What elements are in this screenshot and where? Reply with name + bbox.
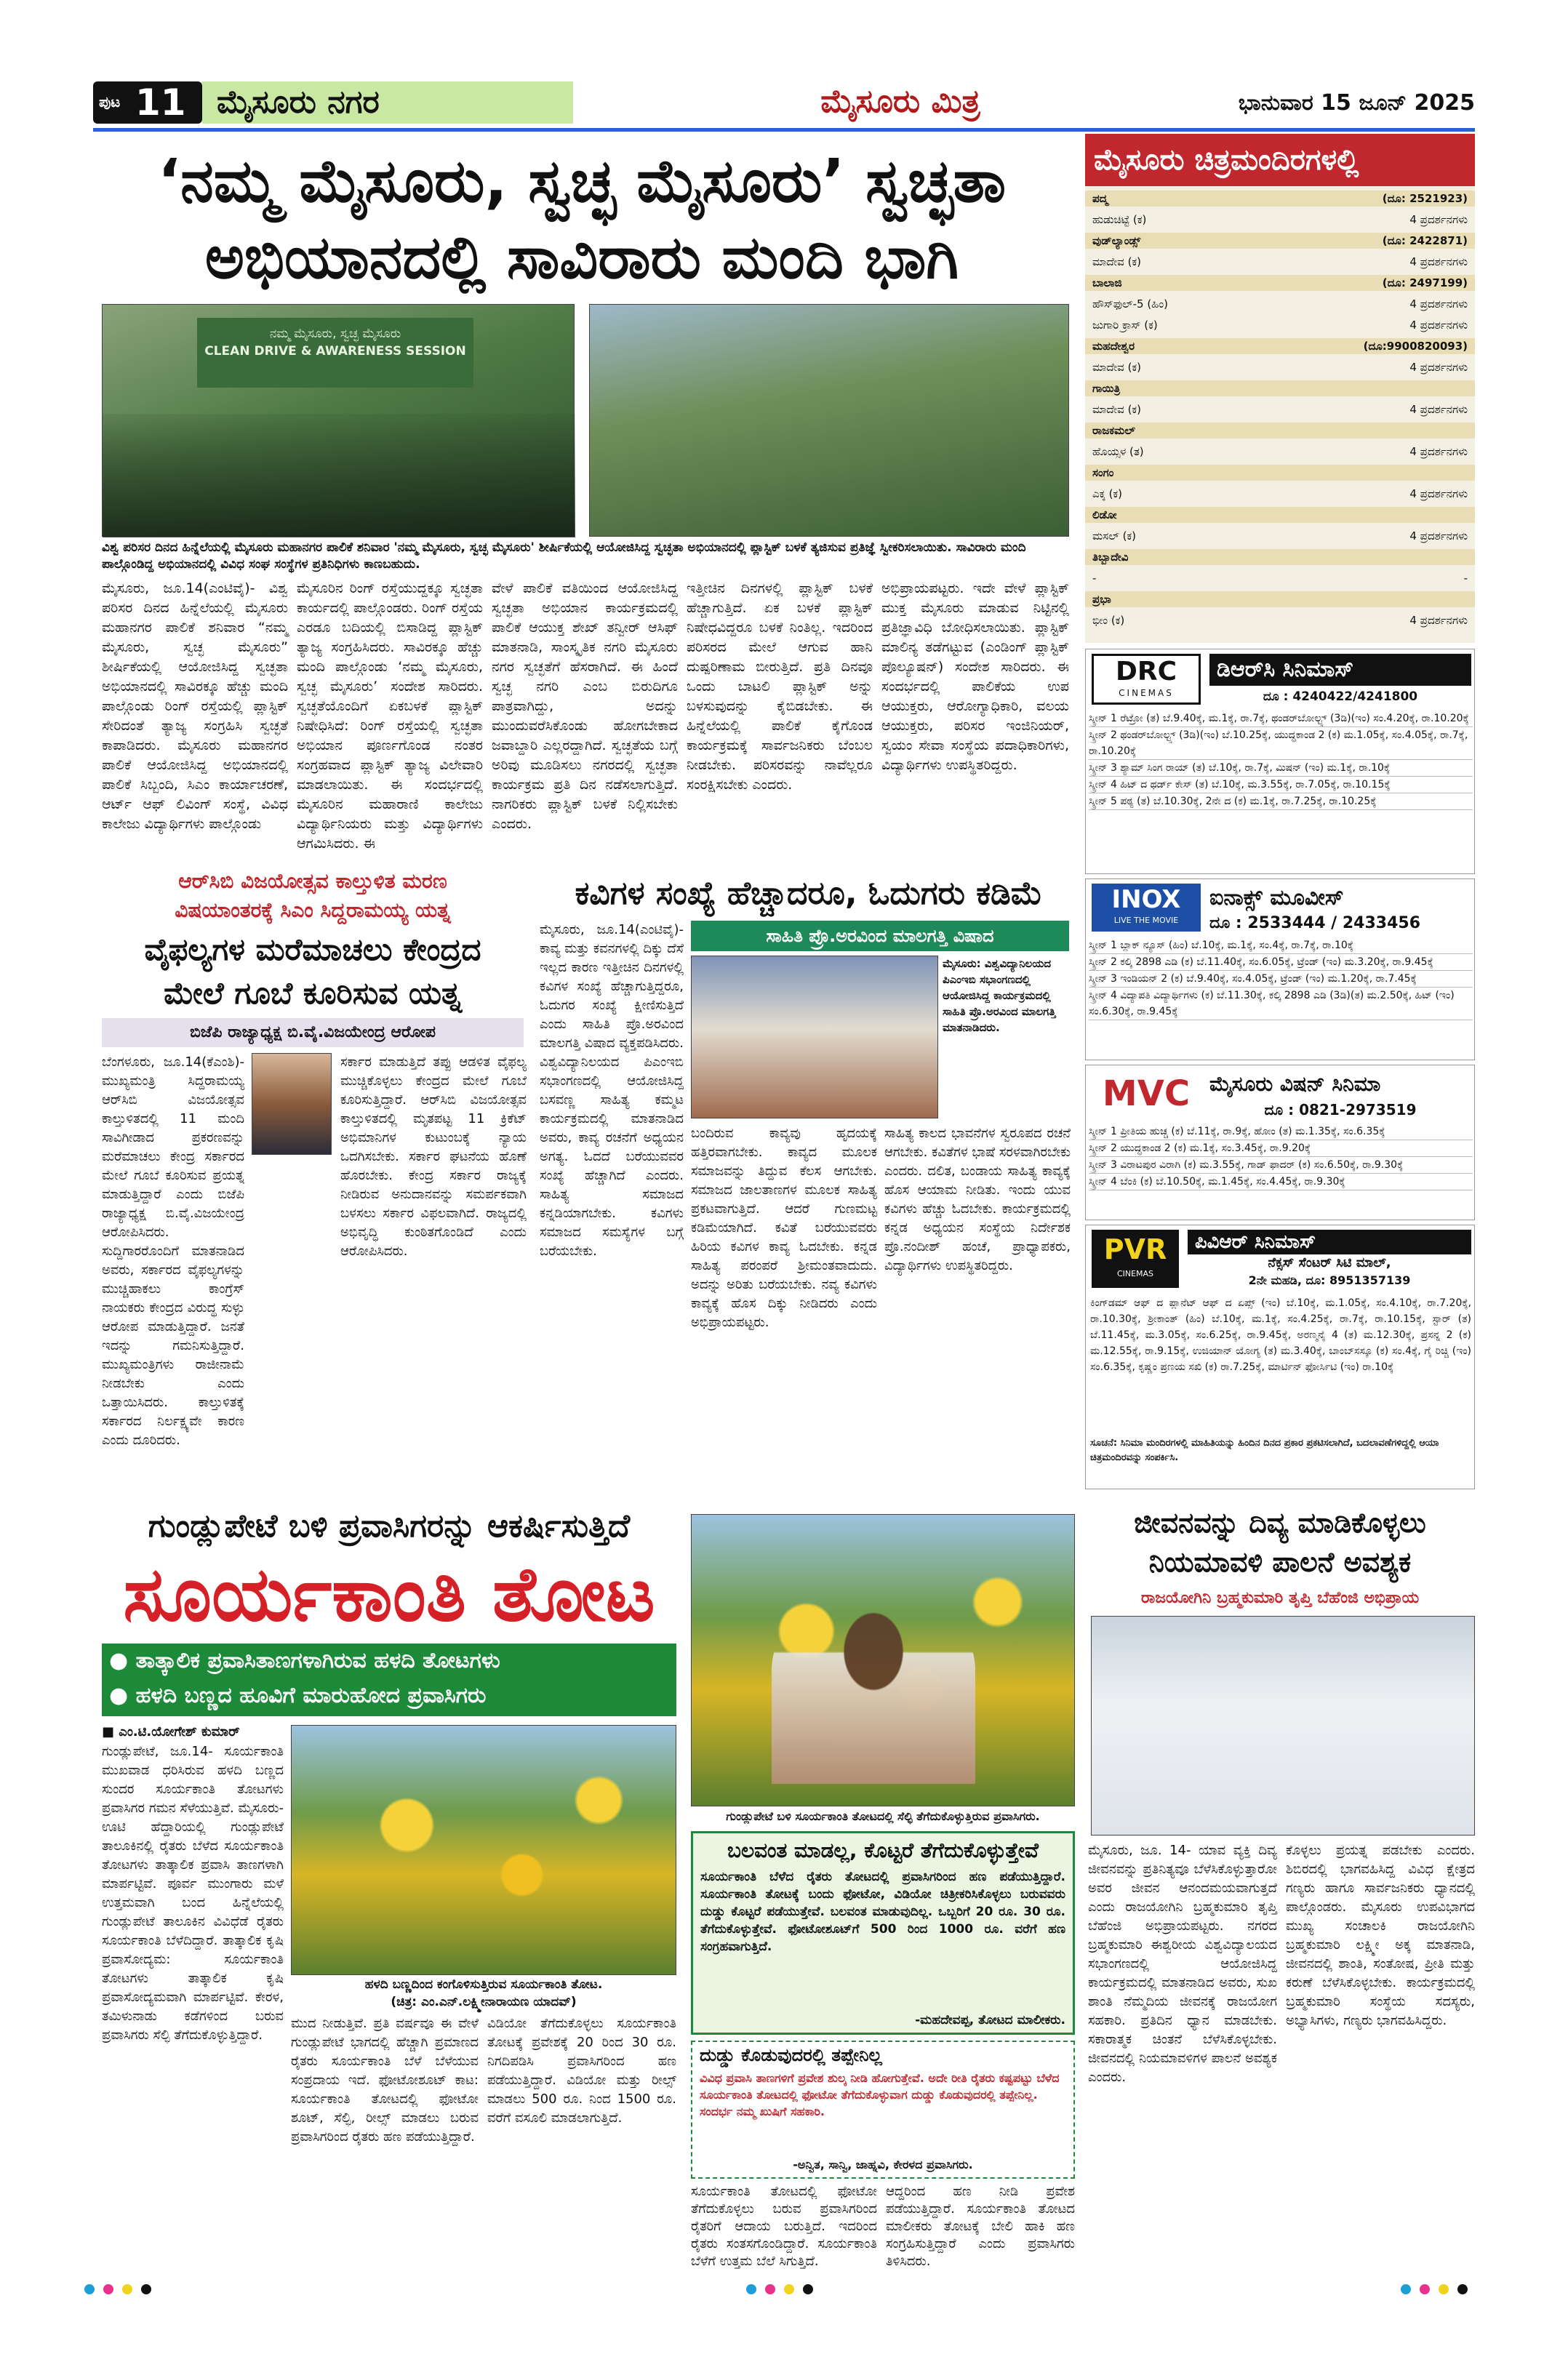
registration-dot <box>1401 2284 1411 2294</box>
cinema-row-name: ಪದ್ಮ <box>1092 192 1108 205</box>
rcb-col-1b <box>252 1161 332 1498</box>
lead-col-3: ವೇಳೆ ಪಾಲಿಕೆ ವತಿಯಿಂದ ಆಯೋಜಿಸಿದ್ದ ಸ್ವಚ್ಛತಾ ಅಭಿಯಾನ ಕಾರ್ಯಕ್ರಮದಲ್ಲಿ ಪಾಲಿಕೆ ಆಯುಕ್ತ ಶೇಖ್‌ ತನ್ವೀರ್‌ ಆಸಿಫ್‌ ಮಾತನಾಡಿ, ಸಾಂಸ್ಕೃತಿಕ ನಗರಿ ಮೈಸೂರು ನಗರ ಸ್ವಚ್ಛತೆಗೆ ಹೆಸರಾಗಿದೆ. ಈ ಹಿಂದೆ ಸ್ವಚ್ಛ ನಗರಿ ಎಂಬ ಬಿರುದಿಗೂ ಪಾತ್ರವಾಗಿದ್ದು, ಅದನ್ನು ಮುಂದುವರೆಸಿಕೊಂಡು ಹೋಗಬೇಕಾದ ಜವಾಬ್ದಾರಿ ಎಲ್ಲರದ್ದಾಗಿದೆ. ಸ್ವಚ್ಛತೆಯ ಬಗ್ಗೆ ಅರಿವು ಮೂಡಿಸಲು ನಗರದಲ್ಲಿ ಸ್ವಚ್ಛತಾ ಕಾರ್ಯಕ್ರಮ ಪ್ರತಿ ದಿನ ನಡೆಸಲಾಗುತ್ತಿದೆ. ನಾಗರಿಕರು ಪ್ಲಾಸ್ಟಿಕ್‌ ಬಳಕೆ ನಿಲ್ಲಿಸಬೇಕು ಎಂದರು. <box>492 580 678 832</box>
pvr-listing: ಕಿಂಗ್‌ಡಮ್‌ ಆಫ್‌ ದ ಪ್ಲಾನೆಟ್‌ ಆಫ್‌ ದ ಏಪ್ಸ್‌ (ಇಂ) ಬೆ.10ಕ್ಕೆ, ಮ.1.05ಕ್ಕೆ, ಸಂ.4.10ಕ್ಕೆ, ರಾ.7.20ಕ್ಕೆ, ರಾ.10.30ಕ್ಕೆ, ಶ್ರೀಕಾಂತ್‌ (ಹಿಂ) ಬೆ.10ಕ್ಕೆ, ಮ.1ಕ್ಕೆ, ಸಂ.4.25ಕ್ಕೆ, ರಾ.7ಕ್ಕೆ, ರಾ.10.15ಕ್ಕೆ, ಸ್ಟಾರ್‌ (ತ) ಬೆ.11.45ಕ್ಕೆ, ಮ.3.05ಕ್ಕೆ, ಸಂ.6.25ಕ್ಕೆ, ರಾ.9.45ಕ್ಕೆ, ಅರಣ್ಮನೈ 4 (ತ) ಮ.12.30ಕ್ಕೆ, ಪ್ರಸನ್ನ 2 (ಕ) ಮ.12.55ಕ್ಕೆ, ರಾ.9.15ಕ್ಕೆ, ಉಜಿಯಾನ್‌ ಯೋಗ್ಯ (ತ) ಮ.3.40ಕ್ಕೆ, ಬಾಂಬ್‌ಸಸ್ಕೂ (ಕ) ಸಂ.4ಕ್ಕೆ, ಗೈ ರಿಚ್ಚಿ (ಇಂ) ಸಂ.6.35ಕ್ಕೆ, ಕೃಷ್ಣಂ ಪ್ರಣಯ ಸಖಿ (ಕ) ರಾ.7.25ಕ್ಕೆ, ಮಾರ್ಟಿನ್‌ ಫೋರ್ಸಿಟಿ (ಇಂ) ರಾ.10ಕ್ಕೆ <box>1090 1297 1471 1373</box>
lead-col-4: ಇತ್ತೀಚಿನ ದಿನಗಳಲ್ಲಿ ಪ್ಲಾಸ್ಟಿಕ್‌ ಬಳಕೆ ಹೆಚ್ಚಾಗುತ್ತಿದೆ. ಏಕ ಬಳಕೆ ಪ್ಲಾಸ್ಟಿಕ್‌ ನಿಷೇಧವಿದ್ದರೂ ಬಳಕೆ ನಿಂತಿಲ್ಲ. ಇದರಿಂದ ಪರಿಸರದ ಮೇಲೆ ಆಗುವ ಹಾನಿ ದುಷ್ಪರಿಣಾಮ ಬೀರುತ್ತಿದೆ. ಪ್ರತಿ ದಿನವೂ ಒಂದು ಬಾಟಲಿ ಪ್ಲಾಸ್ಟಿಕ್‌ ಅನ್ನು ಬಳಸುವುದನ್ನು ಕೈಬಿಡಬೇಕು. ಈ ಹಿನ್ನೆಲೆಯಲ್ಲಿ ಪಾಲಿಕೆ ಕೈಗೊಂಡ ಕಾರ್ಯಕ್ರಮಕ್ಕೆ ಸಾರ್ವಜನಿಕರು ಬೆಂಬಲ ನೀಡಬೇಕು. ಪರಿಸರವನ್ನು ನಾವೆಲ್ಲರೂ ಸಂರಕ್ಷಿಸಬೇಕು ಎಂದರು. <box>687 580 873 793</box>
cinema-row-name: ತಿಬ್ಬಾದೇವಿ <box>1092 551 1129 564</box>
screen-listing: ಸ್ಕ್ರೀನ್‌ 2 ಕಲ್ಕಿ 2898 ಎಡಿ (ಕ) ಬೆ.11.40ಕ್ಕೆ, ಸಂ.6.05ಕ್ಕೆ, ಟ್ರೆಂಡ್‌ (ಇಂ) ಮ.3.20ಕ್ಕೆ, ರಾ.9.45ಕ್ಕೆ <box>1089 954 1473 971</box>
drc-phone: ದೂ : 4240422/4241800 <box>1263 689 1418 704</box>
poets-kicker: ಸಾಹಿತಿ ಪ್ರೊ.ಅರವಿಂದ ಮಾಲಗತ್ತಿ ವಿಷಾದ <box>691 921 1069 951</box>
sunflower-col-5: ಆದ್ದರಿಂದ ಹಣ ನೀಡಿ ಪ್ರವೇಶ ಪಡೆಯುತ್ತಿದ್ದಾರೆ. ಸೂರ್ಯಕಾಂತಿ ತೋಟದ ಮಾಲೀಕರು ತೋಟಕ್ಕೆ ಬೇಲಿ ಹಾಕಿ ಹಣ ಸಂಗ್ರಹಿಸುತ್ತಿದ್ದಾರೆ ಎಂದು ಪ್ರವಾಸಿಗರು ತಿಳಿಸಿದರು. <box>886 2184 1075 2269</box>
drc-logo-text: DRC <box>1115 657 1177 686</box>
page-header <box>93 80 1475 127</box>
cinema-row-name: ಗಾಯಿತ್ರಿ <box>1092 382 1121 395</box>
cinema-row-name: ಪ್ರಭಾ <box>1092 593 1111 606</box>
pvr-venue: ನೆಕ್ಸಸ್‌ ಸೆಂಟರ್‌ ಸಿಟಿ ಮಾಲ್‌, <box>1268 1255 1391 1270</box>
screen-listing: ಸ್ಕ್ರೀನ್‌ 1 ಪ್ರೀತಿಯ ಹುಚ್ಚ (ಕ) ಬೆ.11ಕ್ಕೆ, ರಾ.9ಕ್ಕೆ, ಹೋಂ (ತ) ಮ.1.35ಕ್ಕೆ, ಸಂ.6.35ಕ್ಕೆ <box>1089 1124 1473 1140</box>
cinema-row-extra: (ದೂ: 2497199) <box>1382 276 1468 289</box>
screen-listing: ಸ್ಕ್ರೀನ್‌ 1 ರೆಟ್ರೋ (ತ) ಬೆ.9.40ಕ್ಕೆ, ಮ.1ಕ್ಕೆ, ರಾ.7ಕ್ಕೆ, ಥಂಡರ್‌ಬೋಲ್ಟ್ಸ್‌ (3ಡಿ)(ಇಂ) ಸಂ.4.20ಕ್ಕೆ, ರಾ.10.20ಕ್ಕೆ <box>1089 710 1473 727</box>
drc-name: ಡಿಆರ್‌ಸಿ ಸಿನಿಮಾಸ್‌ <box>1209 654 1471 686</box>
tourist-box-title: ದುಡ್ಡು ಕೊಡುವುದರಲ್ಲಿ ತಪ್ಪೇನಿಲ್ಲ <box>700 2042 961 2068</box>
cinema-row <box>1085 486 1475 502</box>
inox-logo <box>1092 884 1201 932</box>
fee-box-text: ಸೂರ್ಯಕಾಂತಿ ಬೆಳೆದ ರೈತರು ತೋಟದಲ್ಲಿ ಪ್ರವಾಸಿಗರಿಂದ ಹಣ ಪಡೆಯುತ್ತಿದ್ದಾರೆ. ಸೂರ್ಯಕಾಂತಿ ತೋಟಕ್ಕೆ ಬಂದು ಫೋಟೋ, ವಿಡಿಯೋ ಚಿತ್ರೀಕರಿಸಿಕೊಳ್ಳಲು ಬರುವವರು ದುಡ್ಡು ಕೊಟ್ಟರೆ ಪಡೆಯುತ್ತೇವೆ. ಬಲವಂತ ಮಾಡುವುದಿಲ್ಲ. ಒಬ್ಬರಿಗೆ 20 ರೂ. 30 ರೂ. ತೆಗೆದುಕೊಳ್ಳುತ್ತೇವೆ. ಫೋಟೋಶೂಟ್‌ಗೆ 500 ರಿಂದ 1000 ರೂ. ವರೆಗೆ ಹಣ ಸಂಗ್ರಹವಾಗುತ್ತಿದೆ. <box>700 1870 1065 1954</box>
divine-col-1: ಮೈಸೂರು, ಜೂ. 14- ಯಾವ ವ್ಯಕ್ತಿ ದಿವ್ಯ ಜೀವನವನ್ನು ಪ್ರತಿನಿತ್ಯವೂ ಬೆಳೆಸಿಕೊಳ್ಳುತ್ತಾರೋ ಅವರ ಜೀವನ ಆನಂದಮಯವಾಗುತ್ತದೆ ಎಂದು ರಾಜಯೋಗಿನಿ ಬ್ರಹ್ಮಕುಮಾರಿ ತೃಪ್ತಿ ಬೆಹೆಂಜಿ ಅಭಿಪ್ರಾಯಪಟ್ಟರು. ನಗರದ ಬ್ರಹ್ಮಕುಮಾರಿ ಈಶ್ವರೀಯ ವಿಶ್ವವಿದ್ಯಾಲಯದ ಸಭಾಂಗಣದಲ್ಲಿ ಆಯೋಜಿಸಿದ್ದ ಕಾರ್ಯಕ್ರಮದಲ್ಲಿ ಮಾತನಾಡಿದ ಅವರು, ಸುಖ ಶಾಂತಿ ನೆಮ್ಮದಿಯ ಜೀವನಕ್ಕೆ ರಾಜಯೋಗ ಸಹಕಾರಿ. ಪ್ರತಿದಿನ ಧ್ಯಾನ ಮಾಡಬೇಕು. ಸಕಾರಾತ್ಮಕ ಚಿಂತನೆ ಬೆಳೆಸಿಕೊಳ್ಳಬೇಕು. ಜೀವನದಲ್ಲಿ ನಿಯಮಾವಳಿಗಳ ಪಾಲನೆ ಅವಶ್ಯಕ ಎಂದರು. <box>1088 1843 1277 2085</box>
cinema-row <box>1085 317 1475 333</box>
sunflower-field-photo <box>291 1725 676 1975</box>
sunflower-kicker: ಗುಂಡ್ಲುಪೇಟೆ ಬಳಿ ಪ್ರವಾಸಿಗರನ್ನು ಆಕರ್ಷಿಸುತ್ತಿದೆ <box>148 1508 631 1545</box>
cinema-row-name: ಸಂಗಂ <box>1092 466 1114 479</box>
cinema-row <box>1085 612 1475 628</box>
cinema-row <box>1085 423 1475 439</box>
sunflower-col-3: ವಿಡಿಯೋ ತೆಗೆದುಕೊಳ್ಳಲು ಸೂರ್ಯಕಾಂತಿ ತೋಟಕ್ಕೆ ಪ್ರವೇಶಕ್ಕೆ 20 ರಿಂದ 30 ರೂ. ನಿಗದಿಪಡಿಸಿ ಪ್ರವಾಸಿಗರಿಂದ ಹಣ ಪಡೆಯುತ್ತಿದ್ದಾರೆ. ವಿಡಿಯೋ ಮತ್ತು ರೀಲ್ಸ್‌ ಮಾಡಲು 500 ರೂ. ನಿಂದ 1500 ರೂ. ವರೆಗೆ ವಸೂಲಿ ಮಾಡಲಾಗುತ್ತಿದೆ. <box>487 2016 676 2126</box>
cinema-row-extra: 4 ಪ್ರದರ್ಶನಗಳು <box>1409 213 1468 226</box>
cinema-row-name: ಹುಡುಚಿಟ್ಟೆ (ಕ) <box>1092 213 1147 226</box>
cinema-row-name: ಮಾದೇವ (ಕ) <box>1092 403 1142 416</box>
screen-listing: ಸ್ಕ್ರೀನ್‌ 5 ಪಠ್ಯ (ತ) ಬೆ.10.30ಕ್ಕೆ, 2ನೇ ದ (ಕ) ಮ.1ಕ್ಕೆ, ರಾ.7.25ಕ್ಕೆ, ರಾ.10.25ಕ್ಕೆ <box>1089 793 1473 810</box>
banner-line-1: ನಮ್ಮ ಮೈಸೂರು, ಸ್ವಚ್ಛ ಮೈಸೂರು <box>269 327 401 341</box>
divine-headline-2: ನಿಯಮಾವಳಿ ಪಾಲನೆ ಅವಶ್ಯಕ <box>1148 1546 1412 1578</box>
fee-box-sign: -ಮಹದೇವಪ್ಪ, ತೋಟದ ಮಾಲೀಕರು. <box>915 2013 1065 2027</box>
cinema-row-extra: (ದೂ: 2521923) <box>1382 192 1468 205</box>
rcb-col-1: ಬೆಂಗಳೂರು, ಜೂ.14(ಕೆಎಂಶಿ)- ಮುಖ್ಯಮಂತ್ರಿ ಸಿದ್ದರಾಮಯ್ಯ ಆರ್‌ಸಿಬಿ ವಿಜಯೋತ್ಸವ ಕಾಲ್ತುಳಿತದಲ್ಲಿ 11 ಮಂದಿ ಸಾವಿಗೀಡಾದ ಪ್ರಕರಣವನ್ನು ಮರೆಮಾಚಲು ಕೇಂದ್ರ ಸರ್ಕಾರದ ಮೇಲೆ ಗೂಬೆ ಕೂರಿಸುವ ಪ್ರಯತ್ನ ಮಾಡುತ್ತಿದ್ದಾರೆ ಎಂದು ಬಿಜೆಪಿ ರಾಜ್ಯಾಧ್ಯಕ್ಷ ಬಿ.ವೈ.ವಿಜಯೇಂದ್ರ ಆರೋಪಿಸಿದರು. ಸುದ್ದಿಗಾರರೊಂದಿಗೆ ಮಾತನಾಡಿದ ಅವರು, ಸರ್ಕಾರದ ವೈಫಲ್ಯಗಳನ್ನು ಮುಚ್ಚಿಹಾಕಲು ಕಾಂಗ್ರೆಸ್‌ ನಾಯಕರು ಕೇಂದ್ರದ ವಿರುದ್ಧ ಸುಳ್ಳು ಆರೋಪ ಮಾಡುತ್ತಿದ್ದಾರೆ. ಜನತೆ ಇದನ್ನು ಗಮನಿಸುತ್ತಿದ್ದಾರೆ. ಮುಖ್ಯಮಂತ್ರಿಗಳು ರಾಜೀನಾಮೆ ನೀಡಬೇಕು ಎಂದು ಒತ್ತಾಯಿಸಿದರು. ಕಾಲ್ತುಳಿತಕ್ಕೆ ಸರ್ಕಾರದ ನಿರ್ಲಕ್ಷ್ಯವೇ ಕಾರಣ ಎಂದು ದೂರಿದರು. <box>102 1054 244 1448</box>
lead-photo-2 <box>589 304 1069 537</box>
cinema-row-name: ಜುಗಾರಿ ಕ್ರಾಸ್‌ (ಕ) <box>1092 319 1158 332</box>
cinema-row-extra: (ದೂ: 2422871) <box>1382 234 1468 247</box>
inox-name: ಐನಾಕ್ಸ್‌ ಮೂವೀಸ್‌ <box>1209 885 1344 910</box>
tourist-box-sign: -ಅನ್ವಿತ, ಸಾನ್ವಿ, ಜಾಹ್ನವಿ, ಕೇರಳದ ಪ್ರವಾಸಿಗರು. <box>793 2158 973 2171</box>
rcb-headline-2: ಮೇಲೆ ಗೂಬೆ ಕೂರಿಸುವ ಯತ್ನ <box>164 975 462 1011</box>
event-banner <box>197 318 473 388</box>
screen-listing: ಸ್ಕ್ರೀನ್‌ 4 ಹಿಟ್‌ ದ ಥರ್ಡ್‌ ಕೇಸ್‌ (ತ) ಬೆ.10ಕ್ಕೆ, ಮ.3.55ಕ್ಕೆ, ರಾ.7.05ಕ್ಕೆ, ರಾ.10.15ಕ್ಕೆ <box>1089 777 1473 793</box>
lead-col-5: ಅಭಿಪ್ರಾಯಪಟ್ಟರು. ಇದೇ ವೇಳೆ ಪ್ಲಾಸ್ಟಿಕ್‌ ಮುಕ್ತ ಮೈಸೂರು ಮಾಡುವ ನಿಟ್ಟಿನಲ್ಲಿ ಪ್ರತಿಜ್ಞಾವಿಧಿ ಬೋಧಿಸಲಾಯಿತು. ಪ್ಲಾಸ್ಟಿಕ್‌ ಮಾಲಿನ್ಯ ತಡೆಗಟ್ಟುವ (ಎಂಡಿಂಗ್‌ ಪ್ಲಾಸ್ಟಿಕ್‌ ಪೊಲ್ಯೂಷನ್‌) ಸಂದೇಶ ಸಾರಿದರು. ಈ ಸಂದರ್ಭದಲ್ಲಿ ಪಾಲಿಕೆಯ ಉಪ ಆಯುಕ್ತರು, ಆರೋಗ್ಯಾಧಿಕಾರಿ, ವಲಯ ಆಯುಕ್ತರು, ಪರಿಸರ ಇಂಜಿನಿಯರ್‌, ಸ್ವಯಂ ಸೇವಾ ಸಂಸ್ಥೆಯ ಪದಾಧಿಕಾರಿಗಳು, ವಿದ್ಯಾರ್ಥಿಗಳು ಉಪಸ್ಥಿತರಿದ್ದರು. <box>881 580 1069 773</box>
sunflower-col-2: ಮುದ ನೀಡುತ್ತಿವೆ. ಪ್ರತಿ ವರ್ಷವೂ ಈ ವೇಳೆ ಗುಂಡ್ಲುಪೇಟೆ ಭಾಗದಲ್ಲಿ ಹೆಚ್ಚಾಗಿ ಪ್ರಮಾಣದ ರೈತರು ಸೂರ್ಯಕಾಂತಿ ಬೆಳೆ ಬೆಳೆಯುವ ಸಂಪ್ರದಾಯ ಇದೆ. ಫೋಟೋಶೂಟ್‌ ಕಾಟ: ಸೂರ್ಯಕಾಂತಿ ತೋಟದಲ್ಲಿ ಫೋಟೋ ಶೂಟ್‌, ಸೆಲ್ಫಿ, ರೀಲ್ಸ್‌ ಮಾಡಲು ಬರುವ ಪ್ರವಾಸಿಗರಿಂದ ರೈತರು ಹಣ ಪಡೆಯುತ್ತಿದ್ದಾರೆ. <box>291 2016 479 2145</box>
cinema-row <box>1085 296 1475 312</box>
poets-col-3: ಸಾಹಿತ್ಯ ಕಾಲದ ಭಾವನೆಗಳ ಸ್ವರೂಪದ ರಚನೆ ಆಗಬೇಕು. ಕವಿತೆಗಳ ಭಾಷೆ ಸರಳವಾಗಿರಬೇಕು ಎಂದರು. ದಲಿತ, ಬಂಡಾಯ ಸಾಹಿತ್ಯ ಕಾವ್ಯಕ್ಕೆ ಹೊಸ ಆಯಾಮ ನೀಡಿತು. ಇಂದು ಯುವ ಕವಿಗಳು ಹೆಚ್ಚು ಓದಬೇಕು. ಕಾರ್ಯಕ್ರಮದಲ್ಲಿ ಕನ್ನಡ ಅಧ್ಯಯನ ಸಂಸ್ಥೆಯ ನಿರ್ದೇಶಕ ಪ್ರೊ.ನಂದೀಶ್‌ ಹಂಚೆ, ಪ್ರಾಧ್ಯಾಪಕರು, ವಿದ್ಯಾರ್ಥಿಗಳು ಉಪಸ್ಥಿತರಿದ್ದರು. <box>884 1126 1071 1273</box>
registration-dot <box>103 2284 113 2294</box>
drc-screens <box>1089 710 1473 872</box>
registration-dot <box>141 2284 151 2294</box>
cinema-row-name: ಹೊಯ್ಸಳ (ತ) <box>1092 445 1144 458</box>
cinema-row <box>1085 233 1475 249</box>
lead-headline-1: ‘ನಮ್ಮ ಮೈಸೂರು, ಸ್ವಚ್ಛ ಮೈಸೂರು’ ಸ್ವಚ್ಛತಾ <box>157 147 1007 216</box>
lead-photo-1 <box>102 304 575 537</box>
sunflower-bullet-2: ● ಹಳದಿ ಬಣ್ಣದ ಹೂವಿಗೆ ಮಾರುಹೋದ ಪ್ರವಾಸಿಗರು <box>109 1683 487 1708</box>
cinema-row <box>1085 359 1475 375</box>
registration-dot <box>122 2284 132 2294</box>
registration-dot <box>1457 2284 1468 2294</box>
poets-headline: ಕವಿಗಳ ಸಂಖ್ಯೆ ಹೆಚ್ಚಾದರೂ, ಓದುಗರು ಕಡಿಮೆ <box>575 875 1043 912</box>
rcb-byline: ಬಿಜೆಪಿ ರಾಜ್ಯಾಧ್ಯಕ್ಷ ಬಿ.ವೈ.ವಿಜಯೇಂದ್ರ ಆರೋಪ <box>102 1018 524 1047</box>
cinema-row-name: ರಾಜಕಮಲ್‌ <box>1092 424 1135 437</box>
inox-phone: ದೂ : 2533444 / 2433456 <box>1209 914 1421 932</box>
registration-dot <box>746 2284 756 2294</box>
registration-dot <box>1420 2284 1430 2294</box>
crowd-row <box>103 414 575 537</box>
cinema-sidebar <box>1085 134 1475 643</box>
cinema-row <box>1085 380 1475 396</box>
mvc-name: ಮೈಸೂರು ವಿಷನ್‌ ಸಿನಿಮಾ <box>1209 1072 1381 1096</box>
cinema-row-extra: 4 ಪ್ರದರ್ಶನಗಳು <box>1409 319 1468 332</box>
cinema-row <box>1085 275 1475 291</box>
cinema-row <box>1085 528 1475 544</box>
drc-block <box>1085 649 1475 874</box>
cinema-sidebar-title: ಮೈಸೂರು ಚಿತ್ರಮಂದಿರಗಳಲ್ಲಿ <box>1085 134 1475 186</box>
cinema-row <box>1085 338 1475 354</box>
pvr-note: ಸೂಚನೆ: ಸಿನಿಮಾ ಮಂದಿರಗಳಲ್ಲಿ ಮಾಹಿತಿಯನ್ನು ಹಿಂದಿನ ದಿನದ ಪ್ರಕಾರ ಪ್ರಕಟಿಸಲಾಗಿದೆ, ಬದಲಾವಣೆಗಳಿದ್ದಲ್ಲಿ ಆಯಾ ಚಿತ್ರಮಂದಿರವನ್ನು ಸಂಪರ್ಕಿಸಿ. <box>1090 1438 1439 1463</box>
cinema-row-name: - <box>1092 572 1097 585</box>
sunflower-bullets <box>102 1644 676 1716</box>
cinema-row-name: ಮಸಲ್‌ (ಕ) <box>1092 529 1137 543</box>
sunflower-byline: ■ ಎಂ.ಟಿ.ಯೋಗೇಶ್‌ ಕುಮಾರ್‌ <box>102 1724 240 1740</box>
lead-headline-2: ಅಭಿಯಾನದಲ್ಲಿ ಸಾವಿರಾರು ಮಂದಿ ಭಾಗಿ <box>204 223 959 292</box>
mvc-logo: MVC <box>1102 1073 1191 1114</box>
inox-logo-sub: LIVE THE MOVIE <box>1113 916 1179 925</box>
cinema-row-extra: 4 ಪ್ರದರ್ಶನಗಳು <box>1409 255 1468 268</box>
poets-photo <box>691 956 938 1118</box>
cinema-row-extra: - <box>1463 572 1468 585</box>
cinema-row-name: ಮಾದೇವ (ಕ) <box>1092 361 1142 374</box>
rcb-kicker-1: ಆರ್‌ಸಿಬಿ ವಿಜಯೋತ್ಸವ ಕಾಲ್ತುಳಿತ ಮರಣ <box>178 869 447 893</box>
cinema-list <box>1085 191 1475 641</box>
pvr-logo-text: PVR <box>1103 1233 1167 1265</box>
cinema-row-extra: 4 ಪ್ರದರ್ಶನಗಳು <box>1409 297 1468 311</box>
cinema-row-name: ಬಾಲಾಜಿ <box>1092 276 1122 289</box>
issue-date: ಭಾನುವಾರ 15 ಜೂನ್ 2025 <box>1238 90 1475 116</box>
cinema-row-extra: 4 ಪ್ರದರ್ಶನಗಳು <box>1409 445 1468 458</box>
divine-col-2: ಕೊಳ್ಳಲು ಪ್ರಯತ್ನ ಪಡಬೇಕು ಎಂದರು. ಶಿಬಿರದಲ್ಲಿ ಭಾಗವಹಿಸಿದ್ದ ವಿವಿಧ ಕ್ಷೇತ್ರದ ಗಣ್ಯರು ಹಾಗೂ ಸಾರ್ವಜನಿಕರು ಧ್ಯಾನದಲ್ಲಿ ಪಾಲ್ಗೊಂಡರು. ಮೈಸೂರು ಉಪವಿಭಾಗದ ಮುಖ್ಯ ಸಂಚಾಲಕಿ ರಾಜಯೋಗಿನಿ ಬ್ರಹ್ಮಕುಮಾರಿ ಲಕ್ಷ್ಮೀ ಅಕ್ಕ ಮಾತನಾಡಿ, ಜೀವನದಲ್ಲಿ ಶಾಂತಿ, ಸಂತೋಷ, ಪ್ರೀತಿ ಮತ್ತು ಕರುಣೆ ಬೆಳೆಸಿಕೊಳ್ಳಬೇಕು. ಕಾರ್ಯಕ್ರಮದಲ್ಲಿ ಬ್ರಹ್ಮಕುಮಾರಿ ಸಂಸ್ಥೆಯ ಸದಸ್ಯರು, ಅಭ್ಯಾಸಿಗಳು, ಗಣ್ಯರು ಭಾಗವಹಿಸಿದ್ದರು. <box>1286 1843 1475 2028</box>
registration-dot <box>1439 2284 1449 2294</box>
cinema-row-extra: 4 ಪ್ರದರ್ಶನಗಳು <box>1409 614 1468 627</box>
poets-col-2: ಬಂದಿರುವ ಕಾವ್ಯವು ಹೃದಯಕ್ಕೆ ಹತ್ತಿರವಾಗಬೇಕು. ಕಾವ್ಯದ ಮೂಲಕ ಸಮಾಜವನ್ನು ತಿದ್ದುವ ಕೆಲಸ ಆಗಬೇಕು. ಸಮಾಜದ ಜಾಲತಾಣಗಳ ಮೂಲಕ ಸಾಹಿತ್ಯ ಪ್ರಕಟವಾಗುತ್ತಿದೆ. ಆದರೆ ಗುಣಮಟ್ಟ ಕಡಿಮೆಯಾಗಿದೆ. ಕವಿತೆ ಬರೆಯುವವರು ಹಿರಿಯ ಕವಿಗಳ ಕಾವ್ಯ ಓದಬೇಕು. ಕನ್ನಡ ಸಾಹಿತ್ಯ ಪರಂಪರೆ ಶ್ರೀಮಂತವಾದುದು. ಅದನ್ನು ಅರಿತು ಬರೆಯಬೇಕು. ನವ್ಯ ಕವಿಗಳು ಕಾವ್ಯಕ್ಕೆ ಹೊಸ ದಿಕ್ಕು ನೀಡಿದರು ಎಂದು ಅಭಿಪ್ರಾಯಪಟ್ಟರು. <box>691 1126 877 1330</box>
cinema-row <box>1085 191 1475 207</box>
tourists-group <box>772 1595 975 1784</box>
pvr-logo <box>1092 1230 1179 1288</box>
screen-listing: ಸ್ಕ್ರೀನ್‌ 3 ಇಂಡಿಯನ್‌ 2 (ಕ) ಬೆ.9.40ಕ್ಕೆ, ಸಂ.4.05ಕ್ಕೆ, ಟ್ರೆಂಡ್‌ (ಇಂ) ಮ.1.20ಕ್ಕೆ, ರಾ.7.45ಕ್ಕೆ <box>1089 971 1473 988</box>
screen-listing: ಸ್ಕ್ರೀನ್‌ 4 ಬೆಂಕಿ (ಕ) ಬೆ.10.50ಕ್ಕೆ, ಮ.1.45ಕ್ಕೆ, ಸಂ.4.45ಕ್ಕೆ, ರಾ.9.30ಕ್ಕೆ <box>1089 1174 1473 1190</box>
inox-block <box>1085 878 1475 1060</box>
cinema-row-name: ಭೀಂ (ಕ) <box>1092 614 1125 627</box>
cinema-row-extra: (ದೂ:9900820093) <box>1363 340 1468 353</box>
selfie-caption: ಗುಂಡ್ಲುಪೇಟೆ ಬಳಿ ಸೂರ್ಯಕಾಂತಿ ತೋಟದಲ್ಲಿ ಸೆಲ್ಫಿ ತೆಗೆದುಕೊಳ್ಳುತ್ತಿರುವ ಪ್ರವಾಸಿಗರು. <box>726 1809 1040 1823</box>
page-label: ಪುಟ <box>99 93 121 111</box>
rcb-portrait <box>252 1053 332 1155</box>
tourist-box-text: ವಿವಿಧ ಪ್ರವಾಸಿ ತಾಣಗಳಿಗೆ ಪ್ರವೇಶ ಶುಲ್ಕ ನೀಡಿ ಹೋಗುತ್ತೇವೆ. ಅದೇ ರೀತಿ ರೈತರು ಕಷ್ಟಪಟ್ಟು ಬೆಳೆದ ಸೂರ್ಯಕಾಂತಿ ತೋಟದಲ್ಲಿ ಫೋಟೋ ತೆಗೆದುಕೊಳ್ಳುವಾಗ ದುಡ್ಡು ಕೊಡುವುದರಲ್ಲಿ ತಪ್ಪೇನಿಲ್ಲ. ಸಂದರ್ಭ ನಮ್ಮ ಖುಷಿಗೆ ಸಹಕಾರಿ. <box>700 2071 1060 2118</box>
screen-listing: ಸ್ಕ್ರೀನ್‌ 3 ಶ್ಯಾಮ್‌ ಸಿಂಗ ರಾಯ್‌ (ತ) ಬೆ.10ಕ್ಕೆ, ರಾ.7ಕ್ಕೆ, ಮಿಷನ್‌ (ಇಂ) ಮ.1ಕ್ಕೆ, ರಾ.10ಕ್ಕೆ <box>1089 760 1473 777</box>
drc-logo-sub: CINEMAS <box>1119 688 1174 698</box>
screen-listing: ಸ್ಕ್ರೀನ್‌ 2 ಯುದ್ಧಕಾಂಡ 2 (ಕ) ಮ.1ಕ್ಕೆ, ಸಂ.3.45ಕ್ಕೆ, ರಾ.9.20ಕ್ಕೆ <box>1089 1140 1473 1157</box>
mvc-screens <box>1089 1124 1473 1218</box>
rcb-col-2: ಸರ್ಕಾರ ಮಾಡುತ್ತಿದೆ ತಪ್ಪು ಆಡಳಿತ ವೈಫಲ್ಯ ಮುಚ್ಚಿಕೊಳ್ಳಲು ಕೇಂದ್ರದ ಮೇಲೆ ಗೂಬೆ ಕೂರಿಸುತ್ತಿದ್ದಾರೆ. ಆರ್‌ಸಿಬಿ ವಿಜಯೋತ್ಸವ ಕಾಲ್ತುಳಿತದಲ್ಲಿ ಮೃತಪಟ್ಟ 11 ಕ್ರಿಕೆಟ್‌ ಅಭಿಮಾನಿಗಳ ಕುಟುಂಬಕ್ಕೆ ನ್ಯಾಯ ಒದಗಿಸಬೇಕು. ಸರ್ಕಾರ ಘಟನೆಯ ಹೊಣೆ ಹೊರಬೇಕು. ಕೇಂದ್ರ ಸರ್ಕಾರ ರಾಜ್ಯಕ್ಕೆ ನೀಡಿರುವ ಅನುದಾನವನ್ನು ಸಮರ್ಪಕವಾಗಿ ಬಳಸಲು ಸರ್ಕಾರ ವಿಫಲವಾಗಿದೆ. ರಾಜ್ಯದಲ್ಲಿ ಅಭಿವೃದ್ಧಿ ಕುಂಠಿತಗೊಂಡಿದೆ ಎಂದು ಆರೋಪಿಸಿದರು. <box>340 1054 527 1259</box>
sunflower-col-4: ಸೂರ್ಯಕಾಂತಿ ತೋಟದಲ್ಲಿ ಫೋಟೋ ತೆಗೆದುಕೊಳ್ಳಲು ಬರುವ ಪ್ರವಾಸಿಗರಿಂದ ರೈತರಿಗೆ ಆದಾಯ ಬರುತ್ತಿದೆ. ಇದರಿಂದ ರೈತರು ಸಂತಸಗೊಂಡಿದ್ದಾರೆ. ಸೂರ್ಯಕಾಂತಿ ಬೆಳೆಗೆ ಉತ್ತಮ ಬೆಲೆ ಸಿಗುತ್ತಿದೆ. <box>691 2184 877 2269</box>
cinema-row-name: ವುಡ್‌ಲ್ಯಾಂಡ್ಸ್ <box>1092 234 1141 247</box>
lead-caption: ವಿಶ್ವ ಪರಿಸರ ದಿನದ ಹಿನ್ನೆಲೆಯಲ್ಲಿ ಮೈಸೂರು ಮಹಾನಗರ ಪಾಲಿಕೆ ಶನಿವಾರ 'ನಮ್ಮ ಮೈಸೂರು, ಸ್ವಚ್ಛ ಮೈಸೂರು' ಶೀರ್ಷಿಕೆಯಲ್ಲಿ ಆಯೋಜಿಸಿದ್ದ ಸ್ವಚ್ಛತಾ ಅಭಿಯಾನದಲ್ಲಿ ಪ್ಲಾಸ್ಟಿಕ್‌ ಬಳಕೆ ತ್ಯಜಿಸುವ ಪ್ರತಿಜ್ಞೆ ಸ್ವೀಕರಿಸಲಾಯಿತು. ಸಾವಿರಾರು ಮಂದಿ ಪಾಲ್ಗೊಂಡಿದ್ದ ಅಭಿಯಾನದಲ್ಲಿ ವಿವಿಧ ಸಂಘ ಸಂಸ್ಥೆಗಳ ಪ್ರತಿನಿಧಿಗಳು ಕಾಣಬಹುದು. <box>102 540 1026 572</box>
cinema-row-name: ಮಾದೇವ (ಕ) <box>1092 255 1142 268</box>
registration-dots-center <box>742 2283 829 2298</box>
screen-listing: ಸ್ಕ್ರೀನ್‌ 2 ಥಂಡರ್‌ಬೋಲ್ಟ್ಸ್‌ (3ಡಿ)(ಇಂ) ಬೆ.10.25ಕ್ಕೆ, ಯುದ್ಧಕಾಂಡ 2 (ಕ) ಮ.1.05ಕ್ಕೆ, ಸಂ.4.05ಕ್ಕೆ, ರಾ.7ಕ್ಕೆ, ರಾ.10.20ಕ್ಕೆ <box>1089 727 1473 760</box>
fee-box-title: ಬಲವಂತ ಮಾಡಲ್ಲ, ಕೊಟ್ಟರೆ ತೆಗೆದುಕೊಳ್ಳುತ್ತೇವೆ <box>727 1838 1039 1862</box>
divine-photo <box>1091 1616 1475 1835</box>
cinema-row <box>1085 444 1475 460</box>
section-tab <box>202 81 573 124</box>
fee-box <box>691 1831 1075 2035</box>
cinema-row-extra: 4 ಪ್ರದರ್ಶನಗಳು <box>1409 487 1468 500</box>
cinema-row-name: ಮಹದೇಶ್ವರ <box>1092 340 1135 353</box>
cinema-row <box>1085 401 1475 417</box>
registration-dot <box>84 2284 95 2294</box>
cinema-row <box>1085 465 1475 481</box>
banner-line-2: CLEAN DRIVE & AWARENESS SESSION <box>204 344 466 359</box>
sunflower-bullet-1: ● ತಾತ್ಕಾಲಿಕ ಪ್ರವಾಸಿತಾಣಗಳಾಗಿರುವ ಹಳದಿ ತೋಟಗಳು <box>109 1648 500 1673</box>
cinema-row <box>1085 212 1475 228</box>
page-number: 11 <box>135 81 186 124</box>
field-credit: (ಚಿತ್ರ: ಎಂ.ಎನ್‌.ಲಕ್ಷ್ಮೀನಾರಾಯಣ ಯಾದವ್‌) <box>391 1995 577 2009</box>
pvr-block <box>1085 1225 1475 1489</box>
screen-listing: ಸ್ಕ್ರೀನ್‌ 1 ಬ್ಲಾಕ್‌ ನ್ಯೂಸ್‌ (ಹಿಂ) ಬೆ.10ಕ್ಕೆ, ಮ.1ಕ್ಕೆ, ಸಂ.4ಕ್ಕೆ, ರಾ.7ಕ್ಕೆ, ರಾ.10ಕ್ಕೆ <box>1089 937 1473 954</box>
cinema-row-name: ಲಿಡೋ <box>1092 508 1117 521</box>
poets-col-1: ಮೈಸೂರು, ಜೂ.14(ಎಂಟಿವೈ)- ಕಾವ್ಯ ಮತ್ತು ಕವನಗಳಲ್ಲಿ ದಿಕ್ಕು ದೆಸೆ ಇಲ್ಲದ ಕಾರಣ ಇತ್ತೀಚಿನ ದಿನಗಳಲ್ಲಿ ಕವಿಗಳ ಸಂಖ್ಯೆ ಹೆಚ್ಚಾಗುತ್ತಿದ್ದರೂ, ಓದುಗರ ಸಂಖ್ಯೆ ಕ್ಷೀಣಿಸುತ್ತಿದೆ ಎಂದು ಸಾಹಿತಿ ಪ್ರೊ.ಅರವಿಂದ ಮಾಲಗತ್ತಿ ವಿಷಾದ ವ್ಯಕ್ತಪಡಿಸಿದರು. ವಿಶ್ವವಿದ್ಯಾನಿಲಯದ ಪಿಎಂಇಬಿ ಸಭಾಂಗಣದಲ್ಲಿ ಆಯೋಜಿಸಿದ್ದ ಬಸವಣ್ಣ ಸಾಹಿತ್ಯ ಕಮ್ಮಟ ಕಾರ್ಯಕ್ರಮದಲ್ಲಿ ಮಾತನಾಡಿದ ಅವರು, ಕಾವ್ಯ ರಚನೆಗೆ ಅಧ್ಯಯನ ಅಗತ್ಯ. ಓದದೆ ಬರೆಯುವವರ ಸಂಖ್ಯೆ ಹೆಚ್ಚಾಗಿದೆ ಎಂದರು. ಸಾಹಿತ್ಯ ಸಮಾಜದ ಕನ್ನಡಿಯಾಗಬೇಕು. ಕವಿಗಳು ಸಮಾಜದ ಸಮಸ್ಯೆಗಳ ಬಗ್ಗೆ ಬರೆಯಬೇಕು. <box>540 922 684 1259</box>
rcb-headline-1: ವೈಫಲ್ಯಗಳ ಮರೆಮಾಚಲು ಕೇಂದ್ರದ <box>144 932 481 967</box>
tourist-box <box>691 2041 1075 2179</box>
divine-headline-1: ಜೀವನವನ್ನು ದಿವ್ಯ ಮಾಡಿಕೊಳ್ಳಲು <box>1134 1507 1426 1539</box>
inox-logo-text: INOX <box>1111 885 1181 914</box>
cinema-row-extra: 4 ಪ್ರದರ್ಶನಗಳು <box>1409 403 1468 416</box>
lead-col-2: ಮೈಸೂರಿನ ರಿಂಗ್‌ ರಸ್ತೆಯುದ್ದಕ್ಕೂ ಸ್ವಚ್ಛತಾ ಕಾರ್ಯದಲ್ಲಿ ಪಾಲ್ಗೊಂಡರು. ರಿಂಗ್‌ ರಸ್ತೆಯ ಎರಡೂ ಬದಿಯಲ್ಲಿ ಬಿಸಾಡಿದ್ದ ಪ್ಲಾಸ್ಟಿಕ್‌ ತ್ಯಾಜ್ಯ ಸಂಗ್ರಹಿಸಿದರು. ಸಾವಿರಕ್ಕೂ ಹೆಚ್ಚು ಮಂದಿ ಪಾಲ್ಗೊಂಡು ‘ನಮ್ಮ ಮೈಸೂರು, ಸ್ವಚ್ಛ ಮೈಸೂರು’ ಸಂದೇಶ ಸಾರಿದರು. ಸ್ವಚ್ಛತೆಯೊಂದಿಗೆ ಏಕಬಳಕೆ ಪ್ಲಾಸ್ಟಿಕ್‌ ನಿಷೇಧಿಸಿದೆ: ರಿಂಗ್‌ ರಸ್ತೆಯಲ್ಲಿ ಸ್ವಚ್ಛತಾ ಅಭಿಯಾನ ಪೂರ್ಣಗೊಂಡ ನಂತರ ಸಂಗ್ರಹವಾದ ಪ್ಲಾಸ್ಟಿಕ್‌ ತ್ಯಾಜ್ಯ ವಿಲೇವಾರಿ ಮಾಡಲಾಯಿತು. ಈ ಸಂದರ್ಭದಲ್ಲಿ ಮೈಸೂರಿನ ಮಹಾರಾಣಿ ಕಾಲೇಜು ವಿದ್ಯಾರ್ಥಿನಿಯರು ಮತ್ತು ವಿದ್ಯಾರ್ಥಿಗಳು ಆಗಮಿಸಿದರು. ಈ <box>297 580 483 852</box>
cinema-row <box>1085 507 1475 523</box>
page-number-badge <box>93 81 202 124</box>
registration-dot <box>765 2284 775 2294</box>
registration-dot <box>784 2284 794 2294</box>
pvr-phone: 2ನೇ ಮಹಡಿ, ದೂ: 8951357139 <box>1248 1273 1411 1287</box>
sunflower-col-1: ಗುಂಡ್ಲುಪೇಟೆ, ಜೂ.14- ಸೂರ್ಯಕಾಂತಿ ಮುಖವಾಡ ಧರಿಸಿರುವ ಹಳದಿ ಬಣ್ಣದ ಸುಂದರ ಸೂರ್ಯಕಾಂತಿ ತೋಟಗಳು ಪ್ರವಾಸಿಗರ ಗಮನ ಸೆಳೆಯುತ್ತಿವೆ. ಮೈಸೂರು-ಊಟಿ ಹೆದ್ದಾರಿಯಲ್ಲಿ ಗುಂಡ್ಲುಪೇಟೆ ತಾಲೂಕಿನಲ್ಲಿ ರೈತರು ಬೆಳೆದ ಸೂರ್ಯಕಾಂತಿ ತೋಟಗಳು ತಾತ್ಕಾಲಿಕ ಪ್ರವಾಸಿ ತಾಣಗಳಾಗಿ ಮಾರ್ಪಟ್ಟಿವೆ. ಪೂರ್ವ ಮುಂಗಾರು ಮಳೆ ಉತ್ತಮವಾಗಿ ಬಂದ ಹಿನ್ನೆಲೆಯಲ್ಲಿ ಗುಂಡ್ಲುಪೇಟೆ ತಾಲೂಕಿನ ವಿವಿಧೆಡೆ ರೈತರು ಸೂರ್ಯಕಾಂತಿ ಬೆಳೆದಿದ್ದಾರೆ. ತಾತ್ಕಾಲಿಕ ಕೃಷಿ ಪ್ರವಾಸೋದ್ಯಮ: ಸೂರ್ಯಕಾಂತಿ ತೋಟಗಳು ತಾತ್ಕಾಲಿಕ ಕೃಷಿ ಪ್ರವಾಸೋದ್ಯಮವಾಗಿ ಮಾರ್ಪಟ್ಟಿವೆ. ಕೇರಳ, ತಮಿಳುನಾಡು ಕಡೆಗಳಿಂದ ಬರುವ ಪ್ರವಾಸಿಗರು ಸೆಲ್ಫಿ ತೆಗೆದುಕೊಳ್ಳುತ್ತಿದ್ದಾರೆ. <box>102 1744 284 2043</box>
pvr-logo-sub: CINEMAS <box>1116 1269 1154 1278</box>
cinema-row-extra: 4 ಪ್ರದರ್ಶನಗಳು <box>1409 529 1468 543</box>
header-rule <box>93 128 1475 132</box>
registration-dots-right <box>1396 2283 1484 2298</box>
cinema-row <box>1085 549 1475 565</box>
cinema-row-name: ಹೌಸ್‌ಫುಲ್‌-5 (ಹಿಂ) <box>1092 297 1168 311</box>
selfie-photo <box>691 1514 1075 1806</box>
cinema-row <box>1085 254 1475 270</box>
field-caption: ಹಳದಿ ಬಣ್ಣದಿಂದ ಕಂಗೊಳಿಸುತ್ತಿರುವ ಸೂರ್ಯಕಾಂತಿ ತೋಟ. <box>364 1977 603 1992</box>
rcb-kicker <box>95 867 531 928</box>
screen-listing: ಸ್ಕ್ರೀನ್‌ 3 ವಿರಾಟಪುರ ವಿರಾಗಿ (ಕ) ಮ.3.55ಕ್ಕೆ, ಗಾಡ್‌ ಫಾದರ್‌ (ಕ) ಸಂ.6.50ಕ್ಕೆ, ರಾ.9.30ಕ್ಕೆ <box>1089 1157 1473 1174</box>
cinema-row-extra: 4 ಪ್ರದರ್ಶನಗಳು <box>1409 361 1468 374</box>
mvc-block <box>1085 1065 1475 1220</box>
cinema-row <box>1085 591 1475 607</box>
masthead: ಮೈಸೂರು ಮಿತ್ರ <box>820 83 980 120</box>
poets-photo-caption: ಮೈಸೂರು: ವಿಶ್ವವಿದ್ಯಾನಿಲಯದ ಪಿಎಂಇಬಿ ಸಭಾಂಗಣದಲ್ಲಿ ಆಯೋಜಿಸಿದ್ದ ಕಾರ್ಯಕ್ರಮದಲ್ಲಿ ಸಾಹಿತಿ ಪ್ರೊ.ಅರವಿಂದ ಮಾಲಗತ್ತಿ ಮಾತನಾಡಿದರು. <box>943 957 1056 1034</box>
pvr-name: ಪಿವಿಆರ್‌ ಸಿನಿಮಾಸ್‌ <box>1188 1230 1471 1254</box>
inox-screens <box>1089 937 1473 1058</box>
lead-col-1: ಮೈಸೂರು, ಜೂ.14(ಎಂಟಿವೈ)- ವಿಶ್ವ ಪರಿಸರ ದಿನದ ಹಿನ್ನೆಲೆಯಲ್ಲಿ ಮೈಸೂರು ಮಹಾನಗರ ಪಾಲಿಕೆ ಶನಿವಾರ “ನಮ್ಮ ಮೈಸೂರು, ಸ್ವಚ್ಛ ಮೈಸೂರು” ಶೀರ್ಷಿಕೆಯಲ್ಲಿ ಆಯೋಜಿಸಿದ್ದ ಸ್ವಚ್ಛತಾ ಅಭಿಯಾನದಲ್ಲಿ ಸಾವಿರಕ್ಕೂ ಹೆಚ್ಚು ಮಂದಿ ಪಾಲ್ಗೊಂಡು ರಿಂಗ್‌ ರಸ್ತೆಯಲ್ಲಿ ಪ್ಲಾಸ್ಟಿಕ್‌ ಸೇರಿದಂತೆ ತ್ಯಾಜ್ಯ ಸಂಗ್ರಹಿಸಿ ಸ್ವಚ್ಛತೆ ಕಾಪಾಡಿದರು. ಮೈಸೂರು ಮಹಾನಗರ ಪಾಲಿಕೆ ಆಯೋಜಿಸಿದ್ದ ಅಭಿಯಾನದಲ್ಲಿ ಪಾಲಿಕೆ ಸಿಬ್ಬಂದಿ, ಸಿಎಂ ಕಾರ್ಯಾಚರಣೆ, ಆರ್ಟ್‌ ಆಫ್‌ ಲಿವಿಂಗ್‌ ಸಂಸ್ಥೆ, ವಿವಿಧ ಕಾಲೇಜು ವಿದ್ಯಾರ್ಥಿಗಳು ಪಾಲ್ಗೊಂಡು <box>102 580 288 832</box>
registration-dots-left <box>80 2283 167 2298</box>
divine-kicker: ರಾಜಯೋಗಿನಿ ಬ್ರಹ್ಮಕುಮಾರಿ ತೃಪ್ತಿ ಬೆಹೆಂಜಿ ಅಭಿಪ್ರಾಯ <box>1140 1589 1420 1607</box>
cinema-row-name: ಎಕ್ಕ (ಕ) <box>1092 487 1123 500</box>
drc-logo <box>1092 654 1201 705</box>
screen-listing: ಸ್ಕ್ರೀನ್‌ 4 ವಿದ್ಯಾಪತಿ ವಿದ್ಯಾರ್ಥಿಗಳು (ಕ) ಬೆ.11.30ಕ್ಕೆ, ಕಲ್ಕಿ 2898 ಎಡಿ (3ಡಿ)(ತ) ಮ.2.50ಕ್ಕೆ, ಹಿಟ್‌ (ಇಂ) ಸಂ.6.30ಕ್ಕೆ, ರಾ.9.45ಕ್ಕೆ <box>1089 988 1473 1020</box>
sunflower-headline: ಸೂರ್ಯಕಾಂತಿ ತೋಟ <box>123 1550 655 1638</box>
registration-dot <box>803 2284 813 2294</box>
section-title: ಮೈಸೂರು ನಗರ <box>217 84 380 121</box>
rcb-kicker-2: ವಿಷಯಾಂತರಕ್ಕೆ ಸಿಎಂ ಸಿದ್ದರಾಮಯ್ಯ ಯತ್ನ <box>175 898 451 922</box>
mvc-phone: ದೂ : 0821-2973519 <box>1264 1101 1417 1118</box>
cinema-row <box>1085 570 1475 586</box>
